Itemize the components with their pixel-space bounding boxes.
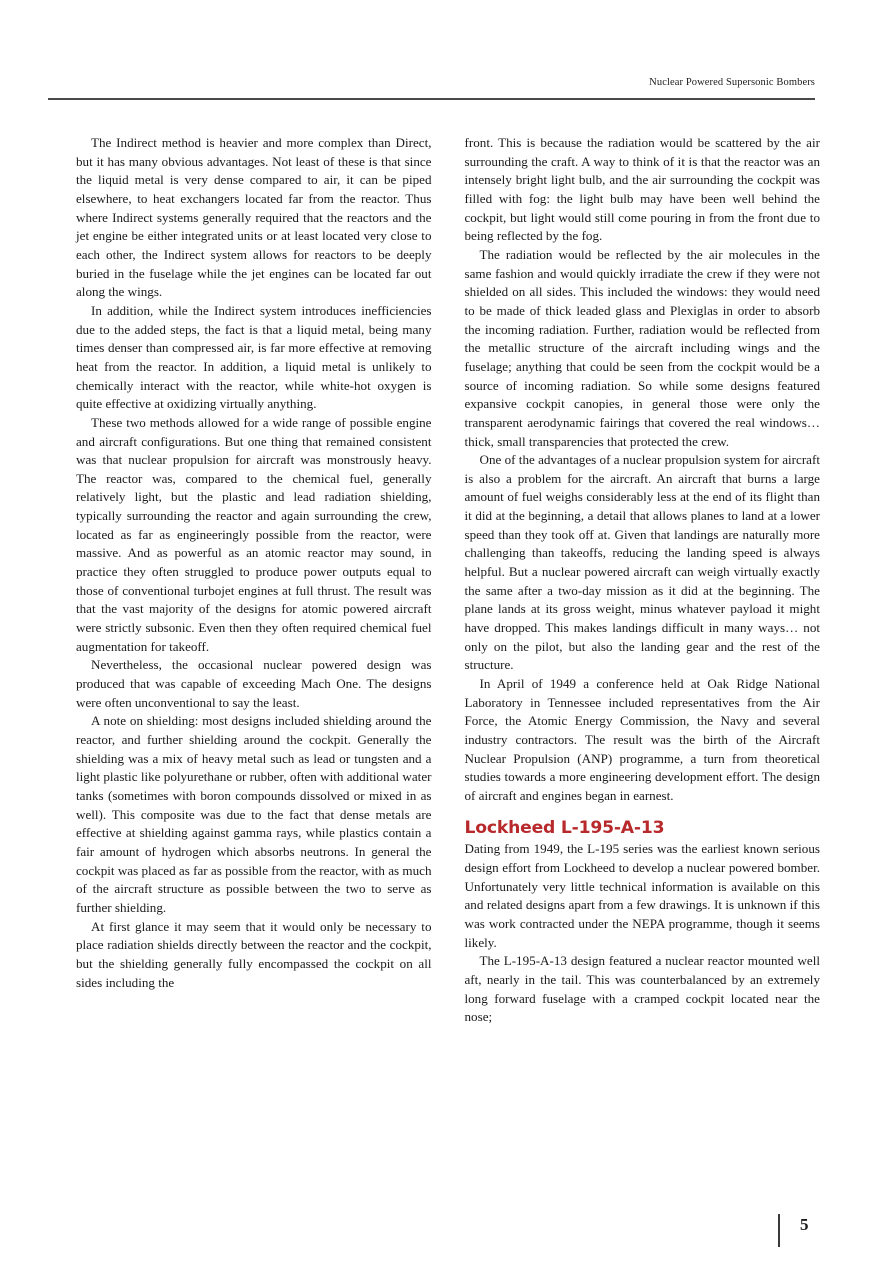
paragraph: In April of 1949 a conference held at Oak Ridge National Laboratory in Tennessee included representatives from the Air Force, the Atomic Energy Commission, the Navy and several industry contractors. The result was the birth of the Aircraft Nuclear Propulsion (ANP) programme, a turn from theoretical studies towards a more engineering development effort. The design of aircraft and engines began in earnest. <box>464 676 820 803</box>
left-column <box>76 134 432 992</box>
right-column <box>465 134 821 1027</box>
page-footer <box>700 1208 840 1254</box>
section-heading-lockheed-l-195-a-13: Lockheed L-195-A-13 <box>464 817 665 838</box>
running-header <box>48 72 815 90</box>
paragraph: At first glance it may seem that it would only be necessary to place radiation shields directly between the reactor and the cockpit, but the shielding generally fully encompassed the cockpit on all sides including the <box>76 918 432 990</box>
body-columns <box>76 134 820 1189</box>
page-number: 5 <box>800 1215 809 1234</box>
paragraph: These two methods allowed for a wide range of possible engine and aircraft configurations. But one thing that remained consistent was that nuclear propulsion for aircraft was monstrously heavy. The reactor was, compared to the chemical fuel, generally relatively light, but the plastic and lead radiation shielding, typically surrounding the reactor and again surrounding the crew, located as far as engineeringly possible from the reactor, were massive. And as powerful as an atomic reactor may sound, in practice they often struggled to produce power outputs equal to those of conventional turbojet engines at full thrust. The result was that the vast majority of the designs for atomic powered aircraft were strictly subsonic. Even then they often required chemical fuel augmentation for takeoff. <box>76 414 432 654</box>
running-header-title: Nuclear Powered Supersonic Bombers <box>649 77 815 88</box>
paragraph: In addition, while the Indirect system introduces inefficiencies due to the added steps, the fact is that a liquid metal, being many times denser than compressed air, is far more effective at removing heat from the reactor. In addition, a liquid metal is unlikely to chemically interact with the reactor, while white-hot oxygen is quite effective at oxidizing virtually anything. <box>76 302 432 412</box>
paragraph: The L-195-A-13 design featured a nuclear reactor mounted well aft, nearly in the tail. This was counterbalanced by an extremely long forward fuselage with a cramped cockpit located near the nose; <box>464 953 820 1025</box>
paragraph: One of the advantages of a nuclear propulsion system for aircraft is also a problem for the aircraft. An aircraft that burns a large amount of fuel weighs considerably less at the end of its flight than it did at the beginning, a detail that allows planes to land at a lower speed than they took off at. Given that landings are naturally more challenging than takeoffs, reducing the landing speed is always helpful. But a nuclear powered aircraft can weigh virtually exactly the same after a two-day mission as it did at the beginning. The plane lands at its gross weight, minus whatever payload it might have dropped. This makes landings difficult in many ways… not only on the pilot, but also the landing gear and the rest of the structure. <box>464 452 820 673</box>
folio-divider-rule <box>778 1214 780 1247</box>
paragraph: Dating from 1949, the L-195 series was the earliest known serious design effort from Lockheed to develop a nuclear powered bomber. Unfortunately very little technical information is available on this and related designs apart from a few drawings. It is unknown if this was work contracted under the NEPA programme, though it seems likely. <box>464 841 820 950</box>
paragraph: The Indirect method is heavier and more complex than Direct, but it has many obvious advantages. Not least of these is that since the liquid metal is very dense compared to air, it can be piped elsewhere, to heat exchangers located far from the reactor. Thus where Indirect systems generally required that the reactors and the jet engine be either integrated units or at least located very close to each other, the Indirect system allows for reactors to be deeply buried in the fuselage while the jet engines can be located far out along the wings. <box>76 135 432 300</box>
paragraph-continuation: front. This is because the radiation would be scattered by the air surrounding the craft. A way to think of it is that the reactor was an intensely bright light bulb, and the air surrounding the cockpit was filled with fog: the light bulb may have been well behind the cockpit, but light would still come pouring in from the front due to being reflected by the fog. <box>464 135 820 244</box>
paragraph: A note on shielding: most designs included shielding around the reactor, and further shielding around the cockpit. Generally the shielding was a mix of heavy metal such as lead or tungsten and a light plastic like polyurethane or rubber, often with additional water tanks (sometimes with boron compounds dissolved or mixed in as well). This composite was due to the fact that dense metals are effective at shielding against gamma rays, while plastics contain a fair amount of hydrogen which absorbs neutrons. In general the cockpit was placed as far as possible from the reactor, with as much of the aircraft structure as possible between the two to serve as further shielding. <box>76 713 432 915</box>
paragraph: Nevertheless, the occasional nuclear powered design was produced that was capable of exceeding Mach One. The designs were often unconventional to say the least. <box>76 657 432 710</box>
header-divider-rule <box>48 98 815 100</box>
paragraph: The radiation would be reflected by the air molecules in the same fashion and would quickly irradiate the crew if they were not shielded on all sides. This included the windows: they would need to be made of thick leaded glass and Plexiglas in order to absorb the incoming radiation. Further, radiation would be reflected from the metallic structure of the aircraft including wings and the fuselage; anything that could be seen from the cockpit would be a source of incoming radiation. So while some designs featured expansive cockpit canopies, in general those were only the transparent aerodynamic fairings that covered the real windows… thick, small transparencies that protected the crew. <box>464 246 820 449</box>
